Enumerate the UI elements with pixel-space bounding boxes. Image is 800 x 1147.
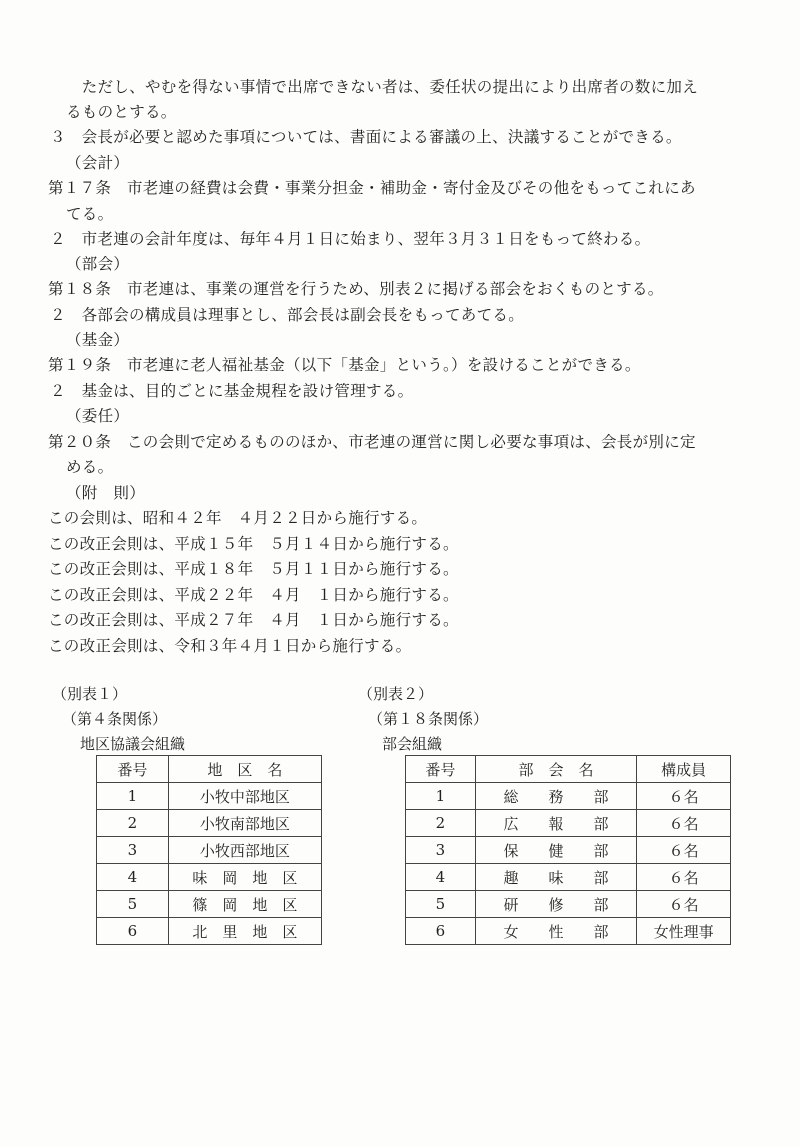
number-cell: 5 [406, 891, 476, 918]
section-heading: （附 則） [66, 484, 146, 502]
table1-title: 地区協議会組織 [80, 735, 186, 753]
text-line: るものとする。 [66, 103, 177, 121]
article-19: 第１９条 市老連に老人福祉基金（以下「基金」という。）を設けることができる。 [48, 356, 641, 374]
table2-label: （別表２） [358, 685, 434, 703]
article-17: 第１７条 市老連の経費は会費・事業分担金・補助金・寄付金及びその他をもってこれにあ [48, 179, 696, 197]
section-heading: （基金） [66, 331, 130, 349]
committee-cell: 総 務 部 [475, 783, 637, 810]
table2-relation: （第１８条関係） [368, 710, 489, 728]
text-line: ２ 市老連の会計年度は、毎年４月１日に始まり、翌年３月３１日をもって終わる。 [50, 230, 651, 248]
table2-title: 部会組織 [382, 735, 443, 753]
number-cell: 4 [406, 864, 476, 891]
table-row [406, 810, 731, 837]
text-line: ２ 基金は、目的ごとに基金規程を設け管理する。 [50, 382, 414, 400]
number-cell: 3 [406, 837, 476, 864]
district-cell: 小牧西部地区 [168, 837, 321, 864]
district-table [96, 755, 322, 945]
text-line: ただし、やむを得ない事情で出席できない者は、委任状の提出により出席者の数に加え [66, 78, 699, 96]
number-cell: 1 [406, 783, 476, 810]
table-row [97, 918, 322, 945]
table-row [97, 891, 322, 918]
member-cell: ６名 [637, 810, 731, 837]
committee-cell: 女 性 部 [475, 918, 637, 945]
table-row [406, 783, 731, 810]
district-cell: 小牧南部地区 [168, 810, 321, 837]
text-line: ２ 各部会の構成員は理事とし、部会長は副会長をもってあてる。 [50, 306, 525, 324]
section-heading: （委任） [66, 407, 130, 425]
header-cell: 部 会 名 [475, 756, 637, 783]
table-header-row [97, 756, 322, 783]
number-cell: 1 [97, 783, 169, 810]
header-cell: 地 区 名 [168, 756, 321, 783]
table-row [406, 891, 731, 918]
number-cell: 4 [97, 864, 169, 891]
table-row [97, 783, 322, 810]
table-row [97, 864, 322, 891]
text-line: てる。 [66, 205, 114, 223]
supplementary-line: この会則は、昭和４２年 ４月２２日から施行する。 [48, 509, 428, 527]
committee-cell: 保 健 部 [475, 837, 637, 864]
table1-label: （別表１） [52, 685, 128, 703]
committee-table [405, 755, 731, 945]
supplementary-line: この改正会則は、平成１５年 ５月１４日から施行する。 [48, 535, 459, 553]
district-cell: 小牧中部地区 [168, 783, 321, 810]
article-18: 第１８条 市老連は、事業の運営を行うため、別表２に掲げる部会をおくものとする。 [48, 280, 664, 298]
table1-relation: （第４条関係） [62, 710, 168, 728]
table-header-row [406, 756, 731, 783]
number-cell: 2 [97, 810, 169, 837]
district-cell: 味 岡 地 区 [168, 864, 321, 891]
supplementary-line: この改正会則は、平成１８年 ５月１１日から施行する。 [48, 560, 459, 578]
article-20: 第２０条 この会則で定めるもののほか、市老連の運営に関し必要な事項は、会長が別に定 [48, 433, 696, 451]
member-cell: ６名 [637, 891, 731, 918]
supplementary-line: この改正会則は、平成２２年 ４月 １日から施行する。 [48, 586, 459, 604]
member-cell: 女性理事 [637, 918, 731, 945]
table-row [97, 837, 322, 864]
supplementary-line: この改正会則は、平成２７年 ４月 １日から施行する。 [48, 611, 459, 629]
text-line: ３ 会長が必要と認めた事項については、書面による審議の上、決議することができる。 [50, 128, 682, 146]
header-cell: 番号 [406, 756, 476, 783]
header-cell: 構成員 [637, 756, 731, 783]
table-row [406, 918, 731, 945]
text-line: める。 [66, 458, 114, 476]
section-heading: （部会） [66, 255, 130, 273]
member-cell: ６名 [637, 783, 731, 810]
number-cell: 2 [406, 810, 476, 837]
number-cell: 6 [406, 918, 476, 945]
member-cell: ６名 [637, 837, 731, 864]
district-cell: 篠 岡 地 区 [168, 891, 321, 918]
number-cell: 5 [97, 891, 169, 918]
table-row [97, 810, 322, 837]
committee-cell: 広 報 部 [475, 810, 637, 837]
table-row [406, 837, 731, 864]
supplementary-line: この改正会則は、令和３年４月１日から施行する。 [48, 637, 412, 655]
table-row [406, 864, 731, 891]
number-cell: 3 [97, 837, 169, 864]
member-cell: ６名 [637, 864, 731, 891]
committee-cell: 趣 味 部 [475, 864, 637, 891]
header-cell: 番号 [97, 756, 169, 783]
committee-cell: 研 修 部 [475, 891, 637, 918]
section-heading: （会計） [66, 154, 130, 172]
district-cell: 北 里 地 区 [168, 918, 321, 945]
number-cell: 6 [97, 918, 169, 945]
